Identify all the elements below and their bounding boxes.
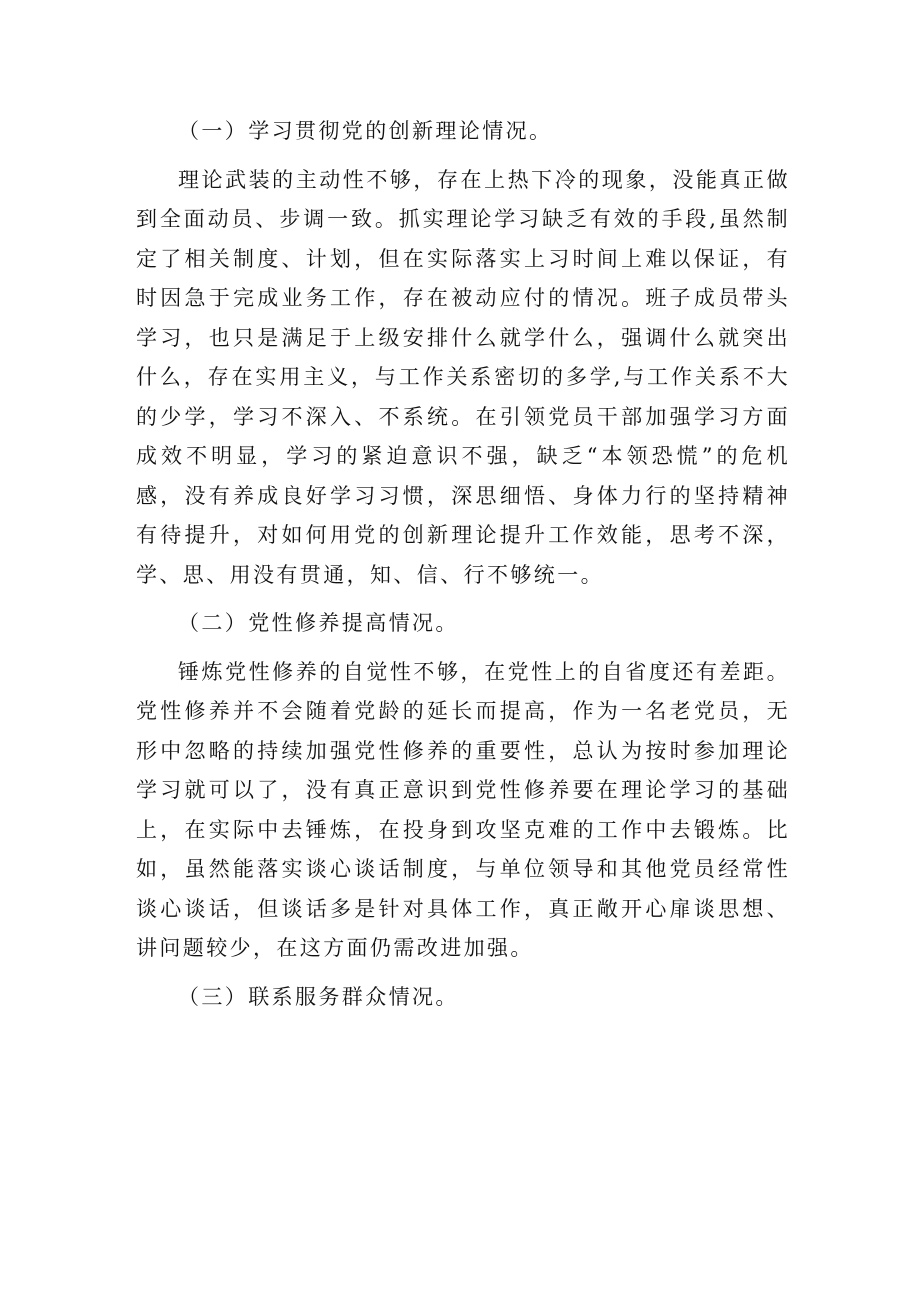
section-heading-1: （一）学习贯彻党的创新理论情况。 [178, 119, 553, 143]
document-body [136, 112, 790, 1017]
spacer [136, 969, 790, 978]
section-heading-3: （三）联系服务群众情况。 [178, 984, 459, 1009]
section-paragraph-2: 锤炼党性修养的自觉性不够，在党性上的自省度还有差距。党性修养并不会随着党龄的延长而提高，作为一名老党员，无形中忽略的持续加强党性修养的重要性，总认为按时参加理论学习就可以了，没有真正意识到党性修养要在理论学习的基础上，在实际中去锤炼，在投身到攻坚克难的工作中去锻炼。比如，虽然能落实谈心谈话制度，与单位领导和其他党员经常性谈心谈话，但谈话多是针对具体工作，真正敞开心扉谈思想、讲问题较少，在这方面仍需改进加强。 [136, 659, 790, 960]
section-paragraph-1: 理论武装的主动性不够，存在上热下冷的现象，没能真正做到全面动员、步调一致。抓实理论学习缺乏有效的手段,虽然制定了相关制度、计划，但在实际落实上习时间上难以保证，有时因急于完成业务工作，存在被动应付的情况。班子成员带头学习，也只是满足于上级安排什么就学什么，强调什么就突出什么，存在实用主义，与工作关系密切的多学,与工作关系不大的少学，学习不深入、不系统。在引领党员干部加强学习方面成效不明显，学习的紧迫意识不强，缺乏“本领恐慌”的危机感，没有养成良好学习习惯，深思细悟、身体力行的坚持精神有待提升，对如何用党的创新理论提升工作效能，思考不深，学、思、用没有贯通，知、信、行不够统一。 [136, 167, 790, 587]
spacer [136, 595, 790, 604]
spacer [136, 644, 790, 653]
spacer [136, 152, 790, 161]
section-heading-2: （二）党性修养提高情况。 [178, 611, 459, 635]
